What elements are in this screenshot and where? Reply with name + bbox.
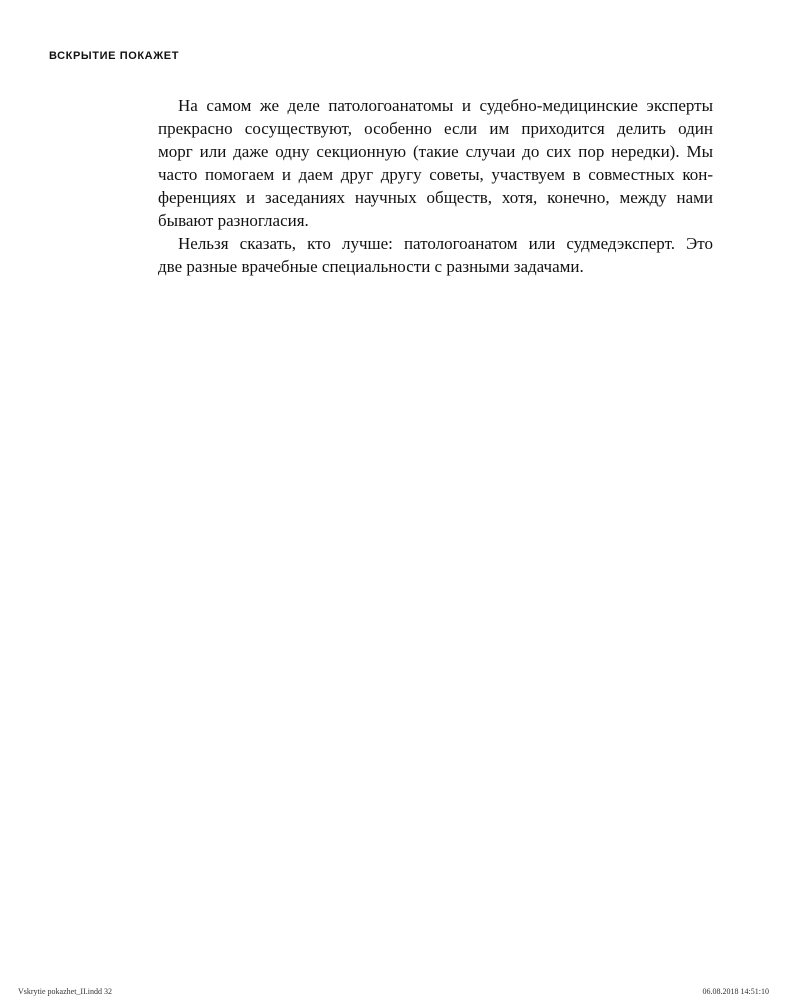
text-line: две разные врачебные специальности с разными задачами. — [158, 257, 584, 276]
file-slug: Vskrytie pokazhet_II.indd 32 — [18, 987, 112, 996]
running-head: ВСКРЫТИЕ ПОКАЖЕТ — [49, 50, 180, 62]
paragraph-1 — [158, 94, 713, 232]
body-text — [158, 94, 713, 278]
text-line: морг или даже одну секционную (такие случаи до сих пор нередки). Мы — [158, 142, 713, 161]
text-line: Нельзя сказать, кто лучше: патологоанатом или судмедэксперт. Это — [178, 234, 713, 253]
date-slug: 06.08.2018 14:51:10 — [702, 987, 769, 996]
text-line: бывают разногласия. — [158, 211, 309, 230]
text-line: часто помогаем и даем друг другу советы, участвуем в совместных кон- — [158, 165, 713, 184]
text-line: На самом же деле патологоанатомы и судебно-медицинские эксперты — [178, 96, 713, 115]
text-line: ференциях и заседаниях научных обществ, хотя, конечно, между нами — [158, 188, 713, 207]
text-line: прекрасно сосуществуют, особенно если им приходится делить один — [158, 119, 713, 138]
paragraph-2 — [158, 232, 713, 278]
